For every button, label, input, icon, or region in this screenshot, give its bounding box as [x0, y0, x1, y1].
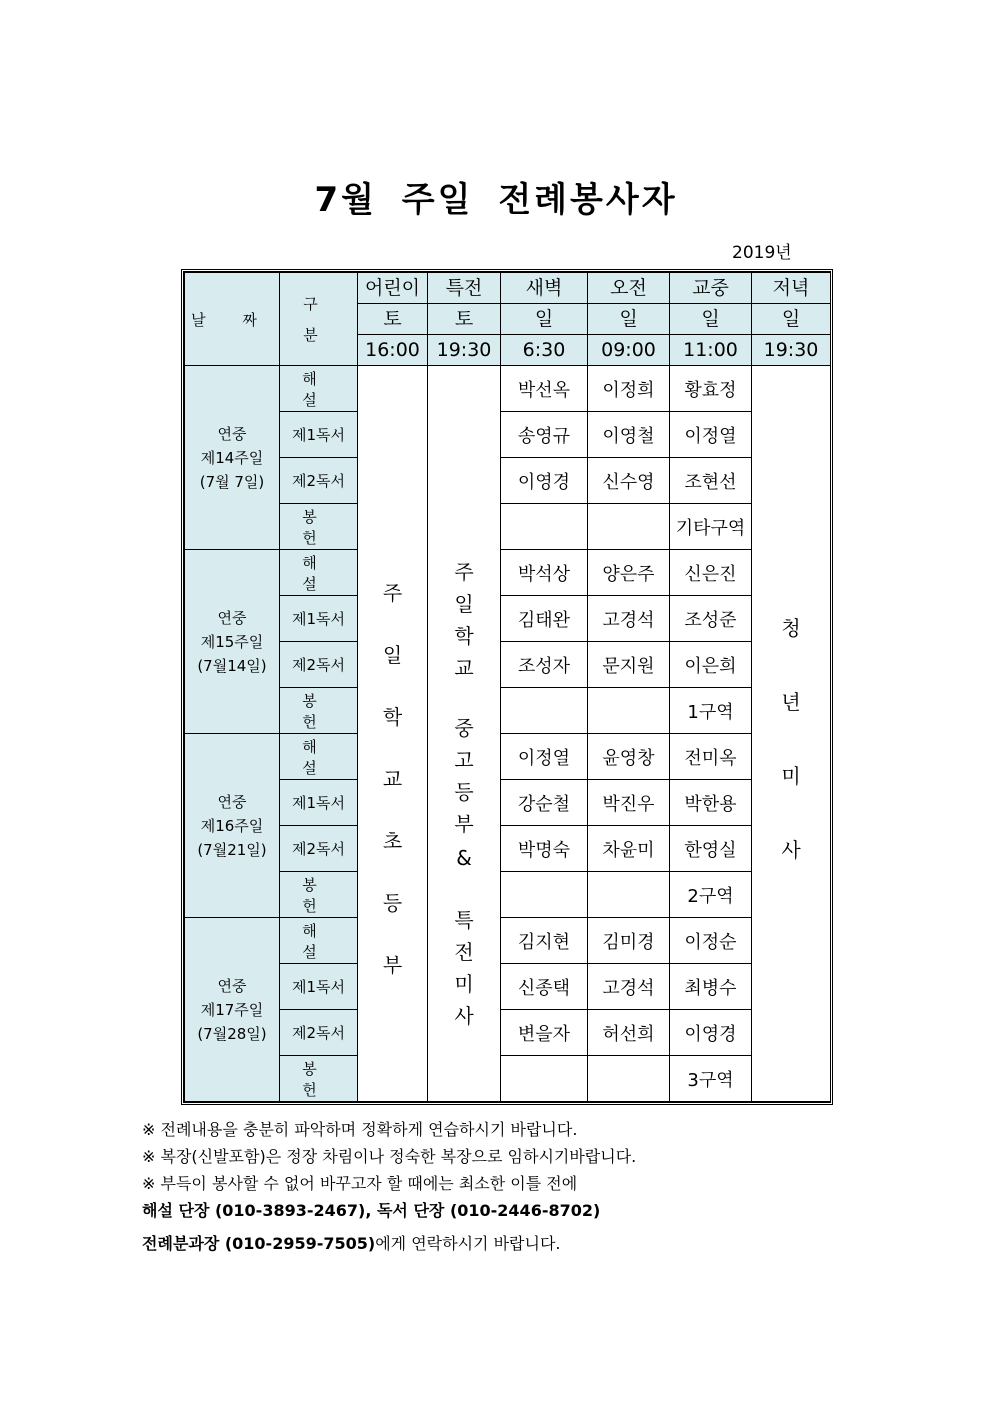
children-mass-cell: 주 일 학 교 초 등 부 [358, 366, 428, 1102]
morning-cell: 고경석 [588, 964, 670, 1010]
header-dawn-l3: 6:30 [501, 335, 588, 366]
dawn-cell [501, 688, 588, 734]
morning-cell: 이정희 [588, 366, 670, 412]
special-mass-cell: 주 일 학 교 중 고 등 부 & 특 전 미 사 [428, 366, 501, 1102]
dawn-cell: 이영경 [501, 458, 588, 504]
evening-mass-cell: 청 년 미 사 [752, 366, 831, 1102]
header-main-l1: 교중 [670, 273, 752, 304]
header-morning-l1: 오전 [588, 273, 670, 304]
role-label: 해 설 [302, 553, 335, 593]
week-date-cell [185, 918, 280, 1102]
week-sunday: 제16주일 [200, 816, 264, 835]
dawn-cell: 김지현 [501, 918, 588, 964]
main-cell: 이정열 [670, 412, 752, 458]
week-date: (7월 7일) [199, 472, 265, 491]
main-cell: 2구역 [670, 872, 752, 918]
role-label: 제2독서 [291, 472, 345, 490]
role-label: 제1독서 [291, 610, 345, 628]
header-category: 구 분 [280, 273, 358, 366]
morning-cell: 김미경 [588, 918, 670, 964]
main-cell: 황효정 [670, 366, 752, 412]
dawn-cell: 박선옥 [501, 366, 588, 412]
header-special-l3: 19:30 [428, 335, 501, 366]
main-cell: 이영경 [670, 1010, 752, 1056]
week-date-cell [185, 734, 280, 918]
week-sunday: 제17주일 [200, 1000, 264, 1019]
week-date: (7월21일) [197, 840, 267, 859]
dawn-cell: 송영규 [501, 412, 588, 458]
week-label: 연중 [217, 424, 247, 443]
main-cell: 한영실 [670, 826, 752, 872]
role-label: 봉 헌 [302, 507, 335, 547]
dawn-cell: 박명숙 [501, 826, 588, 872]
note-practice: ※ 전례내용을 충분히 파악하며 정확하게 연습하시기 바랍니다. [142, 1120, 578, 1139]
header-children-l2: 토 [358, 304, 428, 335]
dawn-cell: 김태완 [501, 596, 588, 642]
header-morning-l3: 09:00 [588, 335, 670, 366]
morning-cell: 박진우 [588, 780, 670, 826]
main-cell: 3구역 [670, 1056, 752, 1102]
week-date: (7월14일) [197, 656, 267, 675]
week-label: 연중 [217, 608, 247, 627]
header-dawn-l2: 일 [501, 304, 588, 335]
week-date: (7월28일) [197, 1024, 267, 1043]
main-cell: 전미옥 [670, 734, 752, 780]
dawn-cell [501, 872, 588, 918]
week-date-cell [185, 550, 280, 734]
role-label: 제1독서 [291, 978, 345, 996]
year-label: 2019년 [732, 243, 792, 263]
morning-cell: 윤영창 [588, 734, 670, 780]
page-title: 7월 주일 전례봉사자 [314, 180, 678, 220]
header-special-l2: 토 [428, 304, 501, 335]
main-cell: 최병수 [670, 964, 752, 1010]
morning-cell: 이영철 [588, 412, 670, 458]
dawn-cell [501, 504, 588, 550]
role-label: 해 설 [302, 921, 335, 961]
morning-cell: 차윤미 [588, 826, 670, 872]
week-sunday: 제15주일 [200, 632, 264, 651]
header-dawn-l1: 새벽 [501, 273, 588, 304]
main-cell: 조성준 [670, 596, 752, 642]
committee-suffix: 에게 연락하시기 바랍니다. [375, 1234, 561, 1253]
week-sunday: 제14주일 [200, 448, 264, 467]
role-label: 제1독서 [291, 426, 345, 444]
dawn-cell: 박석상 [501, 550, 588, 596]
morning-cell [588, 872, 670, 918]
role-label: 제2독서 [291, 656, 345, 674]
main-cell: 기타구역 [670, 504, 752, 550]
dawn-cell: 강순철 [501, 780, 588, 826]
header-main-l2: 일 [670, 304, 752, 335]
morning-cell: 양은주 [588, 550, 670, 596]
main-cell: 이정순 [670, 918, 752, 964]
main-cell: 신은진 [670, 550, 752, 596]
role-label: 봉 헌 [302, 875, 335, 915]
morning-cell: 고경석 [588, 596, 670, 642]
morning-cell [588, 504, 670, 550]
header-morning-l2: 일 [588, 304, 670, 335]
header-evening-l1: 저녁 [752, 273, 831, 304]
schedule-table [181, 269, 833, 1105]
note-committee-contact [142, 1230, 636, 1257]
morning-cell: 문지원 [588, 642, 670, 688]
note-attire: ※ 복장(신발포함)은 정장 차림이나 정숙한 복장으로 임하시기바랍니다. [142, 1147, 637, 1166]
header-main-l3: 11:00 [670, 335, 752, 366]
header-evening-l3: 19:30 [752, 335, 831, 366]
main-cell: 박한용 [670, 780, 752, 826]
role-label: 봉 헌 [302, 691, 335, 731]
morning-cell [588, 1056, 670, 1102]
dawn-cell: 이정열 [501, 734, 588, 780]
header-children-l1: 어린이 [358, 273, 428, 304]
role-label: 제1독서 [291, 794, 345, 812]
main-cell: 1구역 [670, 688, 752, 734]
role-label: 제2독서 [291, 840, 345, 858]
header-special-l1: 특전 [428, 273, 501, 304]
main-cell: 조현선 [670, 458, 752, 504]
note-leader-contacts: 해설 단장 (010-3893-2467), 독서 단장 (010-2446-8702) [142, 1201, 601, 1220]
morning-cell: 허선희 [588, 1010, 670, 1056]
week-label: 연중 [217, 976, 247, 995]
week-label: 연중 [217, 792, 247, 811]
role-label: 봉 헌 [302, 1059, 335, 1099]
role-label: 제2독서 [291, 1024, 345, 1042]
dawn-cell: 변을자 [501, 1010, 588, 1056]
notes-section [142, 1116, 636, 1257]
morning-cell: 신수영 [588, 458, 670, 504]
header-date: 날 짜 [185, 273, 280, 366]
role-label: 해 설 [302, 737, 335, 777]
week-date-cell [185, 366, 280, 550]
role-label: 해 설 [302, 369, 335, 409]
note-substitution: ※ 부득이 봉사할 수 없어 바꾸고자 할 때에는 최소한 이틀 전에 [142, 1174, 578, 1193]
dawn-cell: 조성자 [501, 642, 588, 688]
dawn-cell: 신종택 [501, 964, 588, 1010]
dawn-cell [501, 1056, 588, 1102]
header-evening-l2: 일 [752, 304, 831, 335]
header-children-l3: 16:00 [358, 335, 428, 366]
morning-cell [588, 688, 670, 734]
main-cell: 이은희 [670, 642, 752, 688]
committee-phone: 전례분과장 (010-2959-7505) [142, 1234, 376, 1253]
